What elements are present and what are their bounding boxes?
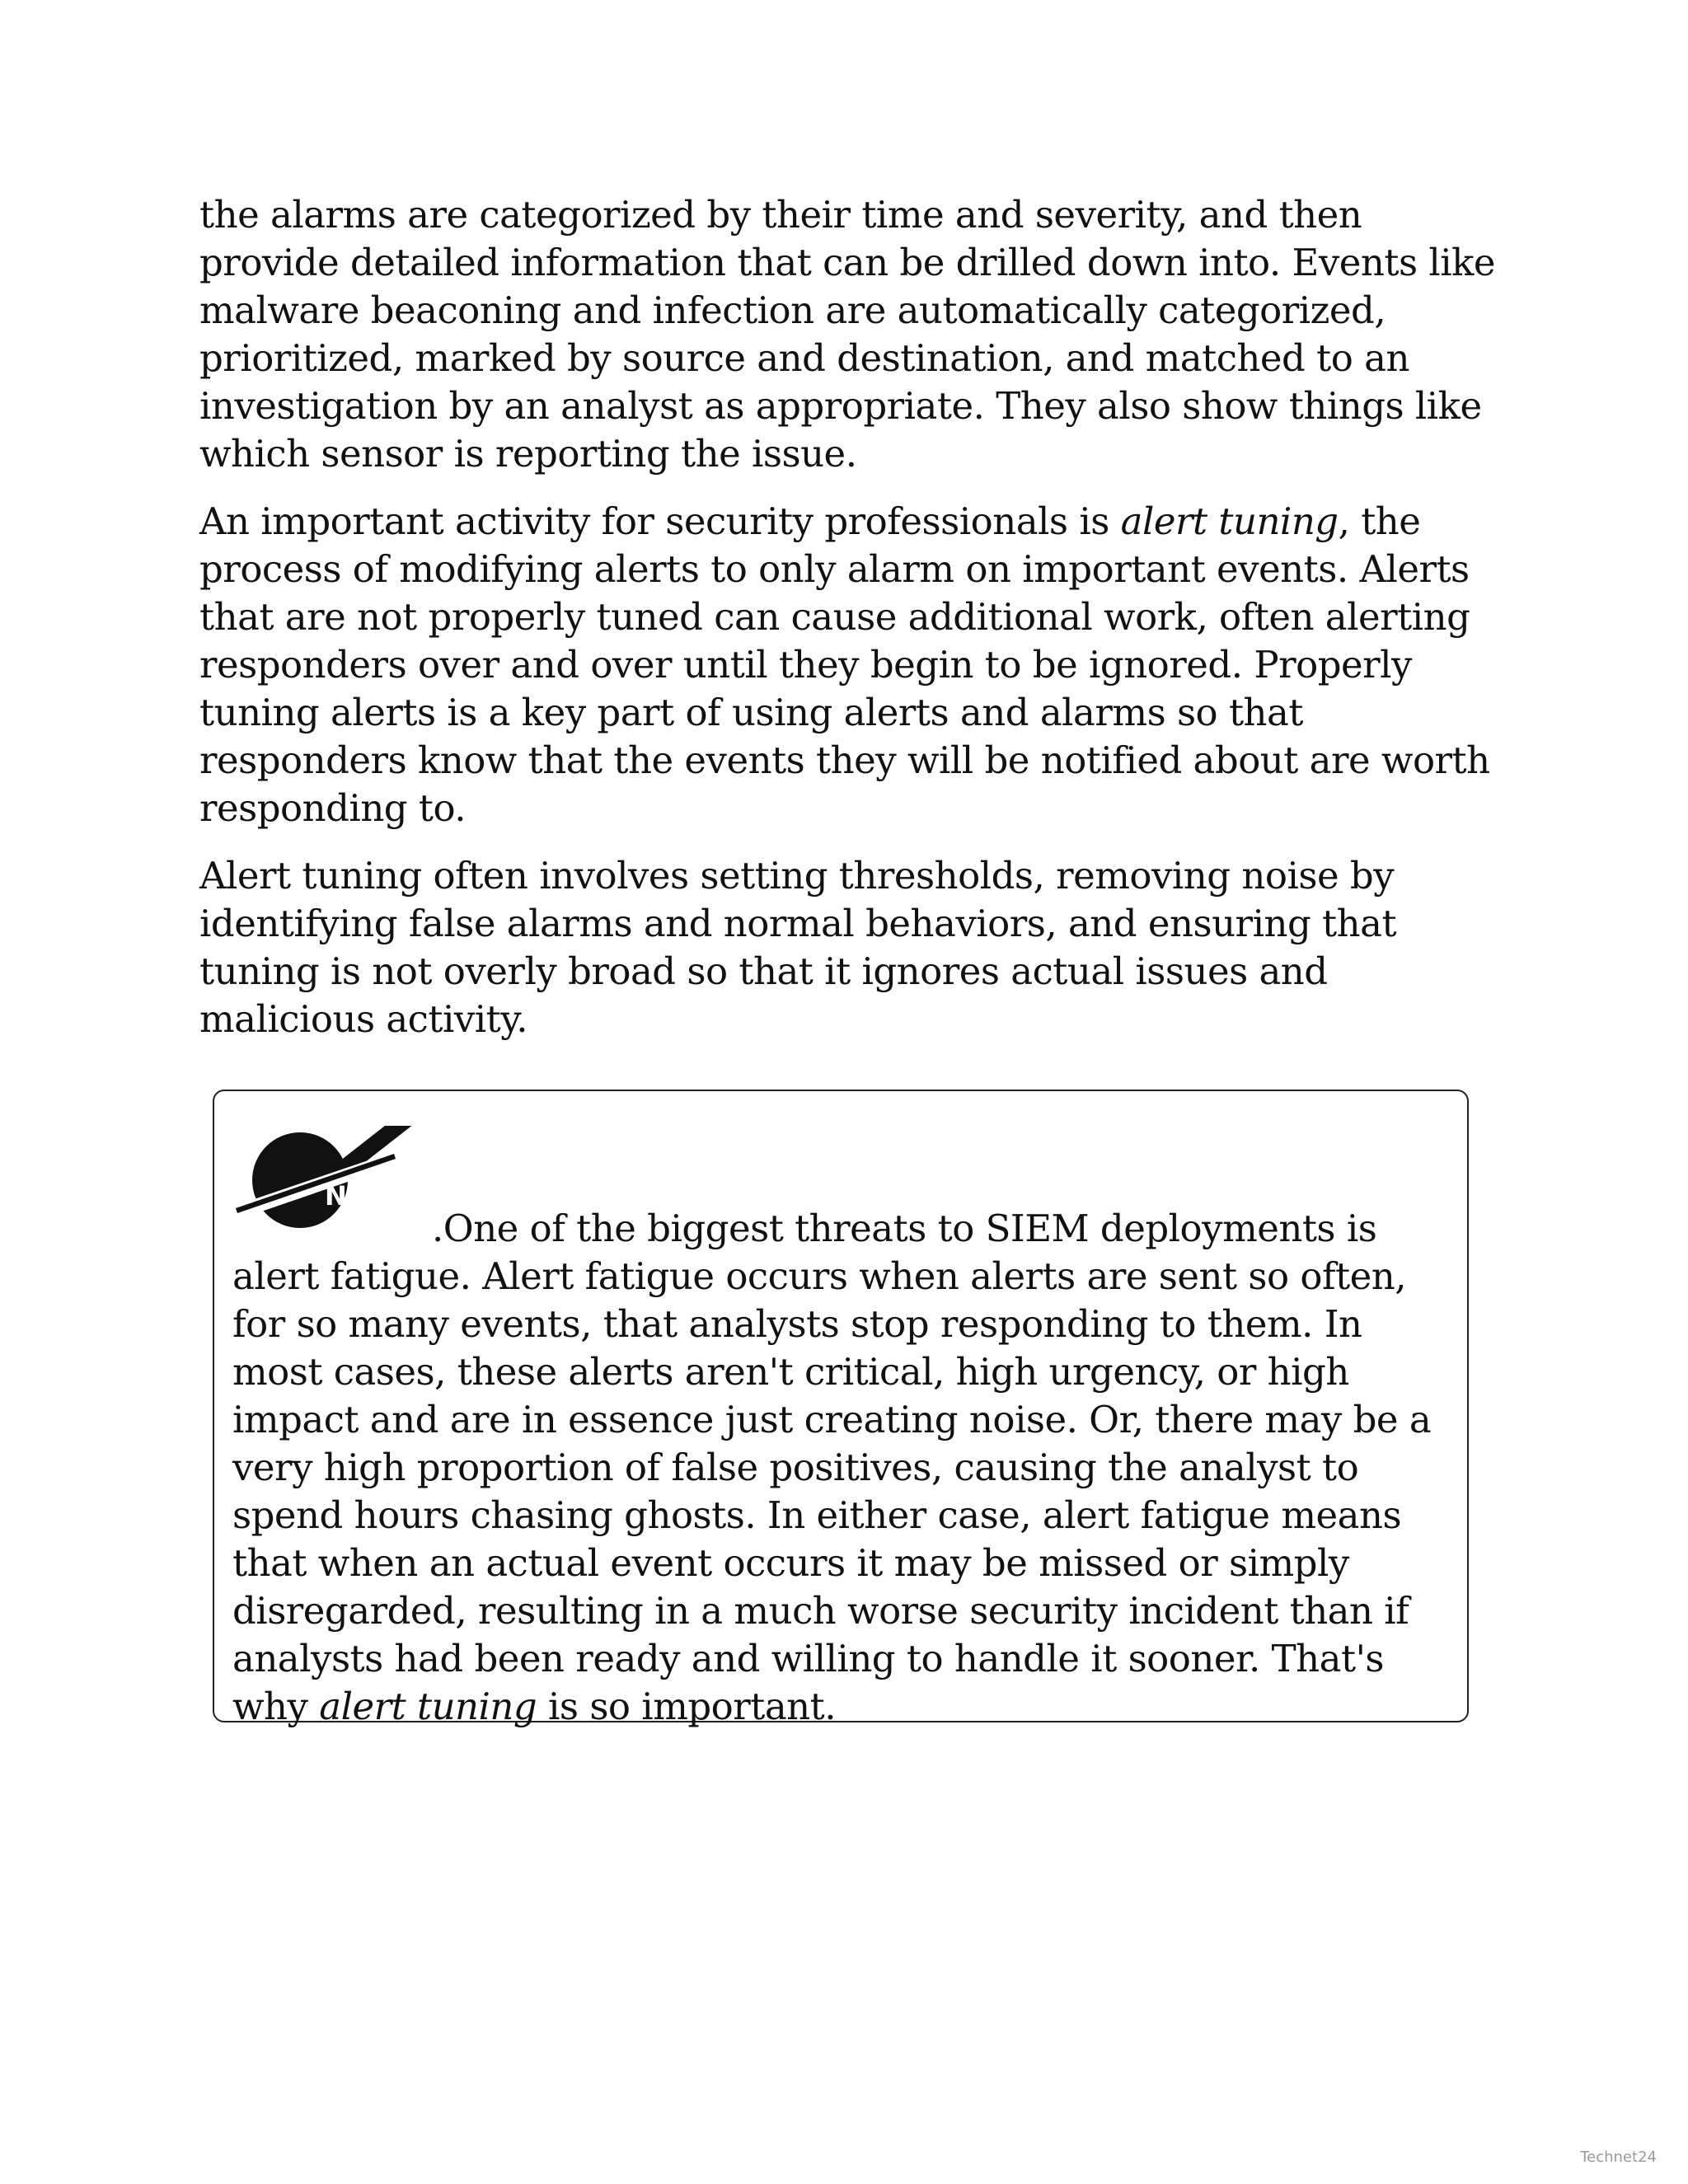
note-alert-tuning-emphasis: alert tuning: [319, 1685, 537, 1728]
body-text: [199, 191, 1502, 1063]
paragraph-alert-tuning-details: Alert tuning often involves setting thresholds, removing noise by identifying false alarms and normal behaviors, and ensuring that tuning is not overly broad so that it ignores actual issues and malicious activity.: [199, 854, 1397, 1041]
paragraph-alarm-categorization: the alarms are categorized by their time and severity, and then provide detailed information that can be drilled down into. Events like malware beaconing and infection are automatically categorized, prioritized, marked by source and destination, and matched to an investigation by an analyst as appropriate. They also show things like which sensor is reporting the issue.: [199, 193, 1496, 476]
alert-tuning-emphasis: alert tuning: [1120, 499, 1339, 543]
watermark: Technet24: [1580, 2149, 1657, 2166]
svg-text:NOTE: NOTE: [325, 1180, 406, 1212]
note-text: .One of the biggest threats to SIEM deployments is alert fatigue. Alert fatigue occurs when alerts are sent so often, for so many events, that analysts stop responding to them. In most cases, these alerts aren't critical, high urgency, or high impact and are in essence just creating noise. Or, there may be a very high proportion of false positives, causing the analyst to spend hours chasing ghosts. In either case, alert fatigue means that when an actual event occurs it may be missed or simply disregarded, resulting in a much worse security incident than if analysts had been ready and willing to handle it sooner. That's why alert tuning is so important.: [232, 1207, 1432, 1728]
paragraph-alert-tuning-intro: An important activity for security professionals is alert tuning, the process of modifying alerts to only alarm on important events. Alerts that are not properly tuned can cause additional work, often alerting responders over and over until they begin to be ignored. Properly tuning alerts is a key part of using alerts and alarms so that responders know that the events they will be notified about are worth responding to.: [199, 499, 1490, 830]
note-callout: [213, 1090, 1469, 1728]
